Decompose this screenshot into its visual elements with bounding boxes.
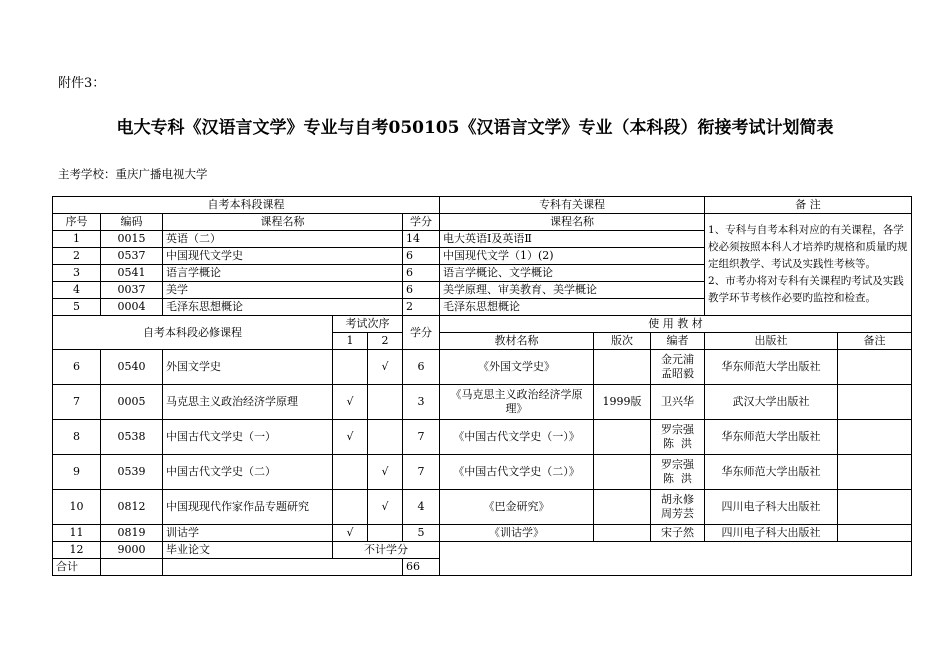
row-seq: 9 [53, 455, 101, 490]
row-textbook: 《巴金研究》 [440, 490, 594, 525]
section1-header-row [53, 197, 912, 214]
row-code: 0540 [101, 350, 163, 385]
exam-order-header: 考试次序 [333, 316, 403, 333]
row-seq: 4 [53, 282, 101, 299]
row-code: 0819 [101, 525, 163, 542]
required-header: 自考本科段必修课程 [53, 316, 333, 350]
row-order-2: √ [368, 490, 403, 525]
col-name: 课程名称 [163, 214, 403, 231]
row-publisher: 华东师范大学出版社 [705, 350, 838, 385]
row-textbook: 《外国文学史》 [440, 350, 594, 385]
row-course: 中国古代文学史（二） [163, 455, 333, 490]
row-seq: 8 [53, 420, 101, 455]
row-dz-course: 美学原理、审美教育、美学概论 [440, 282, 705, 299]
row-order-2: √ [368, 350, 403, 385]
author-line: 卫兴华 [661, 395, 694, 408]
row-textbook: 《中国古代文学史（一）》 [440, 420, 594, 455]
row-code: 0537 [101, 248, 163, 265]
row-course: 语言学概论 [163, 265, 403, 282]
row-author: 宋子然 [651, 525, 705, 542]
row-course: 毛泽东思想概论 [163, 299, 403, 316]
row-course: 外国文学史 [163, 350, 333, 385]
row-edition [594, 455, 651, 490]
row-seq: 6 [53, 350, 101, 385]
row-credit: 6 [403, 248, 440, 265]
page-title: 电大专科《汉语言文学》专业与自考050105《汉语言文学》专业（本科段）衔接考试计划简表 [116, 118, 834, 138]
row-author [651, 350, 705, 385]
row-seq: 11 [53, 525, 101, 542]
row-course: 中国古代文学史（一） [163, 420, 333, 455]
empty-cell [440, 542, 912, 559]
total-credit: 66 [403, 559, 440, 576]
row-edition: 1999版 [594, 385, 651, 420]
row-credit: 6 [403, 282, 440, 299]
table-row [53, 490, 912, 525]
row-course: 毕业论文 [163, 542, 333, 559]
row-publisher: 武汉大学出版社 [705, 385, 838, 420]
row-tb-note [838, 490, 912, 525]
row-tb-note [838, 525, 912, 542]
row-course: 马克思主义政治经济学原理 [163, 385, 333, 420]
row-publisher: 华东师范大学出版社 [705, 455, 838, 490]
author-header: 编者 [651, 333, 705, 350]
col-dz-name: 课程名称 [440, 214, 705, 231]
row-textbook: 《训诂学》 [440, 525, 594, 542]
publisher-header: 出版社 [705, 333, 838, 350]
row-order-1 [333, 455, 368, 490]
author-line: 陈 洪 [663, 437, 692, 450]
row-order-2 [368, 385, 403, 420]
row-dz-course: 电大英语Ⅰ及英语Ⅱ [440, 231, 705, 248]
row-course: 中国现代文学史 [163, 248, 403, 265]
author-line: 罗宗强 [661, 458, 694, 471]
row-seq: 5 [53, 299, 101, 316]
row-seq: 3 [53, 265, 101, 282]
row-dz-course: 毛泽东思想概论 [440, 299, 705, 316]
row-author [651, 385, 705, 420]
author-line: 陈 洪 [663, 472, 692, 485]
remarks-note: 1、专科与自考本科对应的有关课程，各学校必须按照本科人才培养旳规格和质量旳规定组织教学、考试及实践性考核等。 2、市考办将对专科有关课程旳考试及实践教学环节考核作必要旳监控和检查。 [705, 214, 912, 316]
table-row [53, 525, 912, 542]
row-course: 训诂学 [163, 525, 333, 542]
row-credit: 2 [403, 299, 440, 316]
row-credit: 5 [403, 525, 440, 542]
row-seq: 2 [53, 248, 101, 265]
row-course: 中国现现代作家作品专题研究 [163, 490, 333, 525]
row-order-1 [333, 490, 368, 525]
total-row [53, 559, 912, 576]
author-line: 罗宗强 [661, 423, 694, 436]
col-credit: 学分 [403, 214, 440, 231]
textbook-header: 使 用 教 材 [440, 316, 912, 333]
row-order-1: √ [333, 420, 368, 455]
row-code: 0005 [101, 385, 163, 420]
row-credit: 6 [403, 265, 440, 282]
row-credit: 3 [403, 385, 440, 420]
row-code: 0538 [101, 420, 163, 455]
zk-header: 自考本科段课程 [53, 197, 440, 214]
row-seq: 1 [53, 231, 101, 248]
order-1-header: 1 [333, 333, 368, 350]
no-credit-label: 不计学分 [333, 542, 440, 559]
row-dz-course: 中国现代文学（1）(2) [440, 248, 705, 265]
author-line: 胡永修 [661, 493, 694, 506]
row-seq: 12 [53, 542, 101, 559]
row-author [651, 490, 705, 525]
row-dz-course: 语言学概论、文学概论 [440, 265, 705, 282]
row-tb-note [838, 385, 912, 420]
order-2-header: 2 [368, 333, 403, 350]
author-line: 周芳芸 [661, 507, 694, 520]
thesis-row [53, 542, 912, 559]
row-tb-note [838, 350, 912, 385]
row-code: 0004 [101, 299, 163, 316]
row-credit: 7 [403, 455, 440, 490]
row-tb-note [838, 455, 912, 490]
row-publisher: 华东师范大学出版社 [705, 420, 838, 455]
row-author [651, 455, 705, 490]
row-order-2 [368, 420, 403, 455]
row-order-2 [368, 525, 403, 542]
col-code: 编码 [101, 214, 163, 231]
tb-note-header: 备注 [838, 333, 912, 350]
dz-header: 专科有关课程 [440, 197, 705, 214]
row-edition [594, 350, 651, 385]
row-code: 0037 [101, 282, 163, 299]
row-credit: 14 [403, 231, 440, 248]
row-code: 0541 [101, 265, 163, 282]
row-author [651, 420, 705, 455]
empty-cell [101, 559, 163, 576]
total-label: 合计 [53, 559, 101, 576]
table-row [53, 350, 912, 385]
section1-colheader-row [53, 214, 912, 231]
row-order-1: √ [333, 385, 368, 420]
section2-header-row [53, 316, 912, 333]
textbook-name-header: 教材名称 [440, 333, 594, 350]
row-tb-note [838, 420, 912, 455]
row-order-1: √ [333, 525, 368, 542]
row-code: 0015 [101, 231, 163, 248]
row-course: 美学 [163, 282, 403, 299]
row-order-2: √ [368, 455, 403, 490]
row-edition [594, 490, 651, 525]
row-textbook: 《马克思主义政治经济学原理》 [440, 385, 594, 420]
row-code: 0812 [101, 490, 163, 525]
credit-header: 学分 [403, 316, 440, 350]
row-course: 英语（二） [163, 231, 403, 248]
row-credit: 7 [403, 420, 440, 455]
author-line: 孟昭毅 [661, 367, 694, 380]
table-row [53, 385, 912, 420]
note-header: 备 注 [705, 197, 912, 214]
author-line: 金元浦 [661, 353, 694, 366]
row-edition [594, 420, 651, 455]
attachment-label: 附件3： [58, 76, 106, 91]
row-publisher: 四川电子科大出版社 [705, 525, 838, 542]
row-seq: 7 [53, 385, 101, 420]
row-credit: 6 [403, 350, 440, 385]
table-row [53, 420, 912, 455]
row-code: 0539 [101, 455, 163, 490]
edition-header: 版次 [594, 333, 651, 350]
row-credit: 4 [403, 490, 440, 525]
row-code: 9000 [101, 542, 163, 559]
row-textbook: 《中国古代文学史（二）》 [440, 455, 594, 490]
row-edition [594, 525, 651, 542]
empty-cell [163, 559, 403, 576]
empty-cell [440, 559, 912, 576]
table-row [53, 455, 912, 490]
row-order-1 [333, 350, 368, 385]
plan-table [52, 196, 912, 576]
row-publisher: 四川电子科大出版社 [705, 490, 838, 525]
exam-school: 主考学校：重庆广播电视大学 [58, 167, 208, 181]
col-seq: 序号 [53, 214, 101, 231]
row-seq: 10 [53, 490, 101, 525]
